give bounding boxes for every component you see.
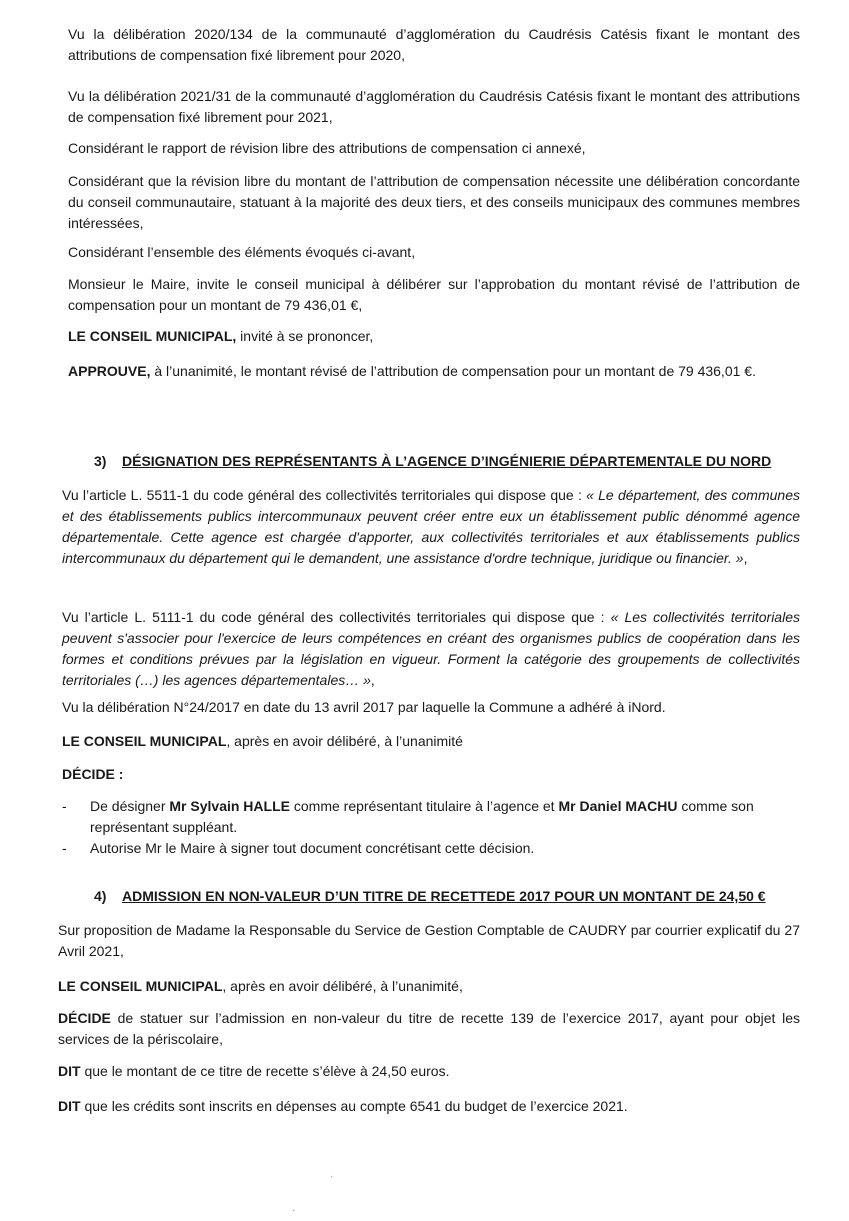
section-3-title: DÉSIGNATION DES REPRÉSENTANTS À L’AGENCE D’INGÉNIERIE DÉPARTEMENTALE DU NORD xyxy=(122,453,772,469)
approuve-label: APPROUVE, xyxy=(68,363,151,379)
paragraph-decide-admission xyxy=(58,1008,800,1050)
section-4-heading xyxy=(94,886,774,907)
paragraph-deliberation-2017: Vu la délibération N°24/2017 en date du 13 avril 2017 par laquelle la Commune a adhéré à iNord. xyxy=(62,699,666,715)
paragraph-article-5511 xyxy=(62,485,800,569)
decide-admission-text: de statuer sur l’admission en non-valeur du titre de recette 139 de l’exercice 2017, ayant pour objet les services de la périscolaire, xyxy=(58,1010,800,1047)
conseil-delibere-text: , après en avoir délibéré, à l’unanimité xyxy=(226,733,463,749)
paragraph-monsieur-le-maire: Monsieur le Maire, invite le conseil municipal à délibérer sur l’approbation du montant révisé de l’attribution de compensation pour un montant de 79 436,01 €, xyxy=(68,276,800,313)
approuve-text: à l’unanimité, le montant révisé de l’attribution de compensation pour un montant de 79 436,01 €. xyxy=(150,363,756,379)
article-5511-intro: Vu l’article L. 5511-1 du code général des collectivités territoriales qui dispose que : xyxy=(62,487,587,503)
paragraph-considerant-revision: Considérant que la révision libre du montant de l’attribution de compensation nécessite une délibération concordante du conseil communautaire, statuant à la majorité des deux tiers, et des conseils municipaux des communes membres intéressées, xyxy=(68,173,800,231)
paragraph-considerant-ensemble: Considérant l’ensemble des éléments évoqués ci-avant, xyxy=(68,244,416,260)
conseil-municipal-label: LE CONSEIL MUNICIPAL xyxy=(58,978,223,994)
scan-speck: · xyxy=(330,1171,334,1182)
paragraph-conseil-delibere-4 xyxy=(58,976,800,997)
paragraph-considerant-rapport: Considérant le rapport de révision libre des attributions de compensation ci annexé, xyxy=(68,140,586,156)
bullet-dash: - xyxy=(62,798,67,814)
decide-label: DÉCIDE xyxy=(58,1010,111,1026)
bullet-dash: - xyxy=(62,840,67,856)
section-3-heading xyxy=(94,451,774,472)
list-item-autorise xyxy=(62,838,800,859)
designation-text: De désigner Mr Sylvain HALLE comme représentant titulaire à l’agence et Mr Daniel MACHU comme son représentant suppléant. xyxy=(90,798,754,835)
conseil-municipal-label: LE CONSEIL MUNICIPAL, xyxy=(68,328,237,344)
section-4-number: 4) xyxy=(94,888,107,904)
section-3-number: 3) xyxy=(94,453,107,469)
dit-montant-text: que le montant de ce titre de recette s’élève à 24,50 euros. xyxy=(80,1063,450,1079)
article-5111-end: , xyxy=(370,672,375,688)
paragraph-article-5111 xyxy=(62,607,800,691)
dit-label: DIT xyxy=(58,1063,81,1079)
paragraph-conseil-delibere xyxy=(62,731,800,752)
dit-label: DIT xyxy=(58,1098,81,1114)
article-5111-intro: Vu l’article L. 5111-1 du code général des collectivités territoriales qui dispose que : xyxy=(62,609,611,625)
article-5111-quote: « Les collectivités territoriales peuvent s'associer pour l'exercice de leurs compétences en créant des organismes publics de coopération dans les formes et conditions prévues par la législation en vigueur. Forment la catégorie des groupements de collectivités territoriales (…) les agences départementales… » xyxy=(62,609,800,688)
article-5511-end: , xyxy=(743,550,748,566)
decide-label: DÉCIDE : xyxy=(62,766,124,782)
paragraph-approuve xyxy=(68,361,800,382)
paragraph-dit-credits xyxy=(58,1096,800,1117)
paragraph-conseil-invite xyxy=(68,326,800,347)
conseil-delibere-text: , après en avoir délibéré, à l’unanimité, xyxy=(222,978,463,994)
paragraph-proposition: Sur proposition de Madame la Responsable du Service de Gestion Comptable de CAUDRY par courrier explicatif du 27 Avril 2021, xyxy=(58,922,800,959)
autorise-text: Autorise Mr le Maire à signer tout document concrétisant cette décision. xyxy=(90,840,535,856)
paragraph-dit-montant xyxy=(58,1061,800,1082)
paragraph-vu-2020: Vu la délibération 2020/134 de la communauté d’agglomération du Caudrésis Catésis fixant le montant des attributions de compensation fixé librement pour 2020, xyxy=(68,26,800,63)
conseil-invite-text: invité à se prononcer, xyxy=(236,328,374,344)
dit-credits-text: que les crédits sont inscrits en dépenses au compte 6541 du budget de l’exercice 2021. xyxy=(80,1098,628,1114)
list-item-designation xyxy=(62,796,800,838)
paragraph-vu-2021: Vu la délibération 2021/31 de la communauté d’agglomération du Caudrésis Catésis fixant le montant des attributions de compensation fixé librement pour 2021, xyxy=(68,88,800,125)
section-4-title: ADMISSION EN NON-VALEUR D’UN TITRE DE RECETTEDE 2017 POUR UN MONTANT DE 24,50 € xyxy=(122,888,766,904)
conseil-municipal-label: LE CONSEIL MUNICIPAL xyxy=(62,733,227,749)
article-5511-quote: « Le département, des communes et des établissements publics intercommunaux peuvent créer entre eux un établissement public dénommé agence départementale. Cette agence est chargée d'apporter, aux collectivités territoriales et aux établissements publics intercommunaux du département qui le demandent, une assistance d'ordre technique, juridique ou financier. » xyxy=(62,487,800,566)
scan-speck: · xyxy=(292,1205,296,1216)
